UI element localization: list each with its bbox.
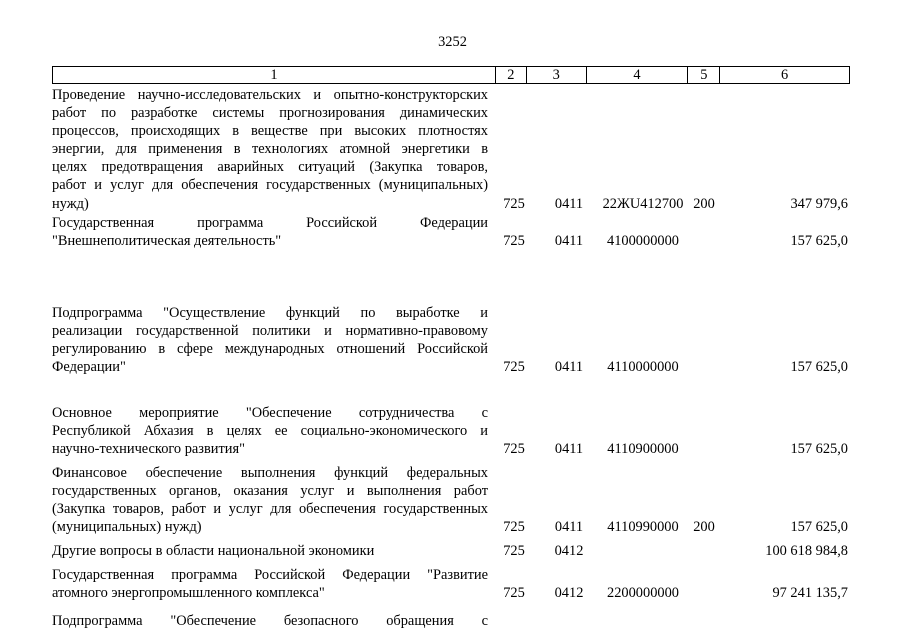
description-line: (Закупка товаров, работ и услуг для обеспечения государственных [52,501,488,518]
description-line: Федерации" [52,359,126,376]
table-header-row [52,66,850,84]
budget-table [52,66,850,629]
description-line: атомного энергопромышленного комплекса" [52,585,325,602]
header-col-2: 2 [496,67,527,83]
target-article-code: 2200000000 [607,585,679,602]
description-line: Другие вопросы в области национальной экономики [52,543,375,559]
target-article-code: 4110990000 [607,519,679,536]
admin-code: 725 [503,233,525,250]
header-col-6: 6 [781,67,789,83]
row-description [52,612,488,630]
description-line: процессов, происходящих в веществе при высоких плотностях [52,123,488,140]
table-row [52,464,850,536]
description-line: государственных органов, оказания услуг и выполнения работ [52,483,488,500]
section-code: 0411 [554,441,584,458]
header-col-5: 5 [688,67,720,83]
target-article-code: 4100000000 [607,233,679,250]
description-line: (муниципальных) нужд) [52,519,202,536]
table-row [52,214,850,250]
description-line: реализации государственной политики и нормативно-правовому [52,323,488,340]
table-row [52,612,850,630]
row-description [52,542,488,560]
description-line: Подпрограмма "Обеспечение безопасного обращения с [52,613,488,629]
admin-code: 725 [503,195,525,212]
description-line: Основное мероприятие "Обеспечение сотрудничества с [52,405,488,421]
description-line: работ по разработке системы прогнозирования динамических [52,105,488,122]
table-row [52,566,850,602]
admin-code: 725 [503,441,525,458]
row-description [52,404,488,458]
admin-code: 725 [503,519,525,536]
section-code: 0411 [554,359,584,376]
section-code: 0412 [554,543,584,559]
description-line: Государственная программа Российской Федерации [52,215,488,231]
header-col-4: 4 [587,67,689,83]
target-article-code: 22ЖU412700 [602,195,684,212]
expense-type-code: 200 [693,195,715,212]
description-line: научно-технического развития" [52,441,245,458]
section-code: 0411 [554,519,584,536]
row-description [52,304,488,376]
row-description [52,214,488,250]
amount: 157 625,0 [790,441,848,458]
table-row [52,304,850,376]
description-line: энергии, для применения в технологиях атомной энергетики в [52,141,488,158]
amount: 157 625,0 [790,519,848,536]
section-code: 0411 [554,233,584,250]
table-row [52,542,850,560]
target-article-code: 4110900000 [607,441,679,458]
header-col-3: 3 [527,67,587,83]
amount: 97 241 135,7 [772,585,848,602]
description-line: Государственная программа Российской Федерации "Развитие [52,567,488,583]
description-line: регулированию в сфере международных отношений Российской [52,341,488,358]
description-line: Проведение научно-исследовательских и опытно-конструкторских [52,87,488,103]
target-article-code: 4110000000 [607,359,679,376]
row-description [52,464,488,536]
expense-type-code: 200 [693,519,715,536]
description-line: Республикой Абхазия в целях ее социально-экономического и [52,423,488,440]
table-row [52,86,850,213]
table-row [52,404,850,458]
section-code: 0411 [554,195,584,212]
description-line: работ и услуг для обеспечения государственных (муниципальных) [52,177,488,194]
admin-code: 725 [503,543,525,559]
row-description [52,566,488,602]
description-line: Финансовое обеспечение выполнения функций федеральных [52,465,488,481]
page-number: 3252 [438,34,467,50]
amount: 100 618 984,8 [765,543,848,559]
header-col-1: 1 [53,67,496,83]
section-code: 0412 [554,585,584,602]
admin-code: 725 [503,585,525,602]
description-line: нужд) [52,195,89,212]
admin-code: 725 [503,359,525,376]
description-line: "Внешнеполитическая деятельность" [52,233,282,250]
row-description [52,86,488,213]
description-line: целях предотвращения аварийных ситуаций (Закупка товаров, [52,159,488,176]
amount: 157 625,0 [790,359,848,376]
amount: 157 625,0 [790,233,848,250]
description-line: Подпрограмма "Осуществление функций по выработке и [52,305,488,321]
amount: 347 979,6 [790,195,848,212]
